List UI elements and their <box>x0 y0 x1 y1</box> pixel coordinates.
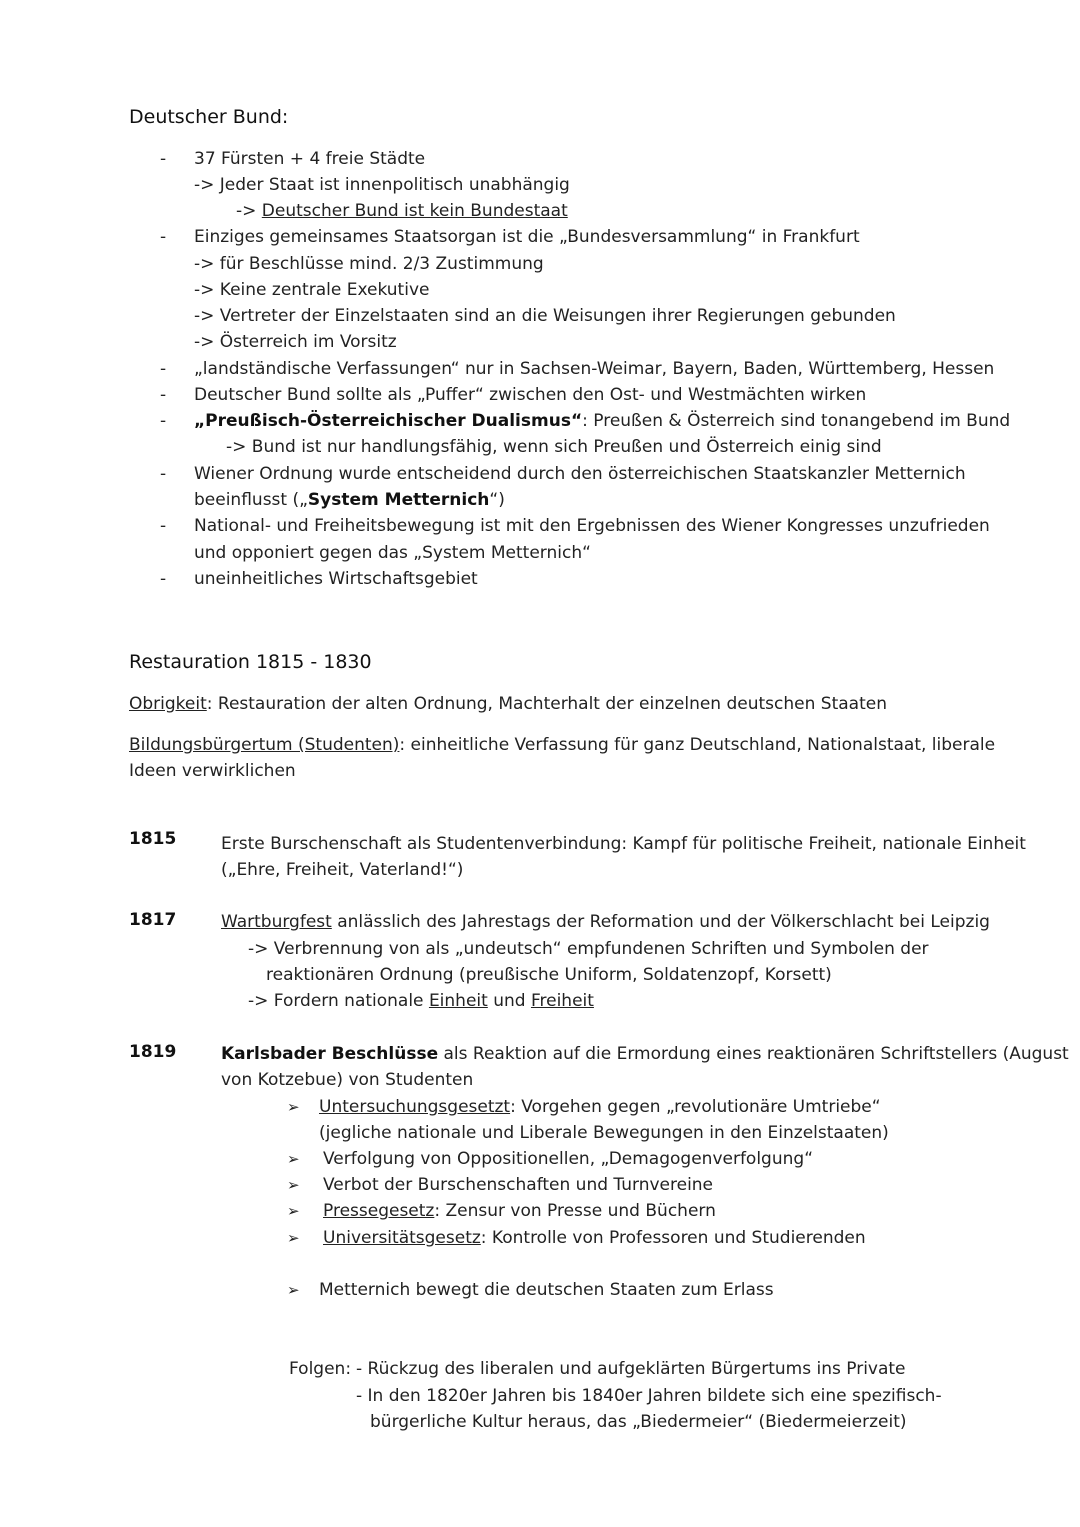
bullet-dash: - <box>160 464 167 484</box>
list-item: Verbot der Burschenschaften und Turnvereine <box>323 1175 714 1195</box>
sub-point: -> Österreich im Vorsitz <box>194 332 397 352</box>
event-1819-cont: von Kotzebue) von Studenten <box>221 1070 474 1090</box>
buergertum-line: Bildungsbürgertum (Studenten): einheitliche Verfassung für ganz Deutschland, Nationalstaat, liberale <box>129 735 996 755</box>
heading-restauration: Restauration 1815 - 1830 <box>129 651 372 673</box>
sub-point: -> Verbrennung von als „undeutsch“ empfundenen Schriften und Symbolen der <box>248 939 929 959</box>
list-item: Universitätsgesetz: Kontrolle von Professoren und Studierenden <box>323 1228 866 1248</box>
buergertum-line-cont: Ideen verwirklichen <box>129 761 296 781</box>
list-item: Verfolgung von Oppositionellen, „Demagogenverfolgung“ <box>323 1149 813 1169</box>
bullet-dash: - <box>160 227 167 247</box>
bullet-dash: - <box>160 149 167 169</box>
arrow-bullet-icon: ➢ <box>287 1202 300 1220</box>
bullet-dash: - <box>160 516 167 536</box>
arrow-bullet-icon: ➢ <box>287 1176 300 1194</box>
sub-point-nested: -> Deutscher Bund ist kein Bundestaat <box>236 201 568 221</box>
sub-point: -> Fordern nationale Einheit und Freiheit <box>248 991 594 1011</box>
bullet-text: „Preußisch-Österreichischer Dualismus“: Preußen & Österreich sind tonangebend im Bund <box>194 411 1011 431</box>
sub-point: -> Keine zentrale Exekutive <box>194 280 430 300</box>
sub-point: -> Bund ist nur handlungsfähig, wenn sich Preußen und Österreich einig sind <box>226 437 882 457</box>
arrow-bullet-icon: ➢ <box>287 1229 300 1247</box>
folgen-item: - Rückzug des liberalen und aufgeklärten Bürgertums ins Private <box>356 1359 906 1379</box>
folgen-item-cont: bürgerliche Kultur heraus, das „Biedermeier“ (Biedermeierzeit) <box>370 1412 907 1432</box>
arrow-bullet-icon: ➢ <box>287 1150 300 1168</box>
bullet-text: National- und Freiheitsbewegung ist mit den Ergebnissen des Wiener Kongresses unzufrieden <box>194 516 990 536</box>
arrow-bullet-icon: ➢ <box>287 1281 300 1299</box>
event-1815: Erste Burschenschaft als Studentenverbindung: Kampf für politische Freiheit, nationale Einheit <box>221 834 1026 854</box>
sub-point: -> Jeder Staat ist innenpolitisch unabhängig <box>194 175 570 195</box>
bullet-text: Wiener Ordnung wurde entscheidend durch den österreichischen Staatskanzler Metternich <box>194 464 966 484</box>
bullet-text-cont: beeinflusst („System Metternich“) <box>194 490 505 510</box>
bullet-text: Einziges gemeinsames Staatsorgan ist die „Bundesversammlung“ in Frankfurt <box>194 227 860 247</box>
list-item-cont: (jegliche nationale und Liberale Bewegungen in den Einzelstaaten) <box>319 1123 889 1143</box>
obrigkeit-line: Obrigkeit: Restauration der alten Ordnung, Machterhalt der einzelnen deutschen Staaten <box>129 694 887 714</box>
bullet-text-cont: und opponiert gegen das „System Metternich“ <box>194 543 591 563</box>
bullet-text: uneinheitliches Wirtschaftsgebiet <box>194 569 478 589</box>
event-1819: Karlsbader Beschlüsse als Reaktion auf die Ermordung eines reaktionären Schriftstellers (August <box>221 1044 1069 1064</box>
list-item: Pressegesetz: Zensur von Presse und Büchern <box>323 1201 716 1221</box>
heading-deutscher-bund: Deutscher Bund: <box>129 106 289 128</box>
sub-point: -> Vertreter der Einzelstaaten sind an die Weisungen ihrer Regierungen gebunden <box>194 306 896 326</box>
year-1815: 1815 <box>129 829 177 849</box>
year-1817: 1817 <box>129 910 177 930</box>
folgen-item: - In den 1820er Jahren bis 1840er Jahren bildete sich eine spezifisch- <box>356 1386 942 1406</box>
sub-point-cont: reaktionären Ordnung (preußische Uniform, Soldatenzopf, Korsett) <box>266 965 832 985</box>
folgen-label: Folgen: <box>289 1359 352 1379</box>
bullet-text: 37 Fürsten + 4 freie Städte <box>194 149 426 169</box>
sub-point: -> für Beschlüsse mind. 2/3 Zustimmung <box>194 254 544 274</box>
bullet-dash: - <box>160 411 167 431</box>
bullet-dash: - <box>160 569 167 589</box>
event-1815-cont: („Ehre, Freiheit, Vaterland!“) <box>221 860 464 880</box>
bullet-dash: - <box>160 359 167 379</box>
list-item: Metternich bewegt die deutschen Staaten zum Erlass <box>319 1280 774 1300</box>
bullet-text: Deutscher Bund sollte als „Puffer“ zwischen den Ost- und Westmächten wirken <box>194 385 867 405</box>
bullet-dash: - <box>160 385 167 405</box>
bullet-text: „landständische Verfassungen“ nur in Sachsen-Weimar, Bayern, Baden, Württemberg, Hessen <box>194 359 995 379</box>
list-item: Untersuchungsgesetzt: Vorgehen gegen „revolutionäre Umtriebe“ <box>319 1097 881 1117</box>
arrow-bullet-icon: ➢ <box>287 1098 300 1116</box>
event-1817: Wartburgfest anlässlich des Jahrestags der Reformation und der Völkerschlacht bei Leipzig <box>221 912 990 932</box>
year-1819: 1819 <box>129 1042 177 1062</box>
